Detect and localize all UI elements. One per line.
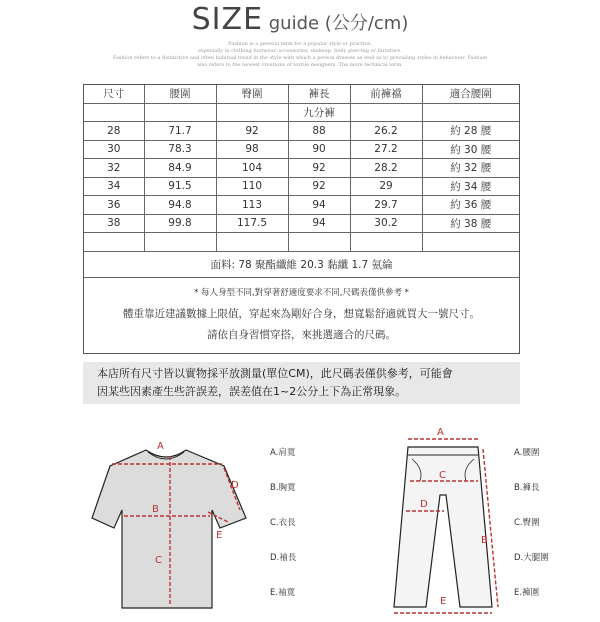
table-cell: 約 32 腰 — [422, 159, 519, 178]
tshirt-marker: D — [231, 480, 239, 491]
tshirt-outline — [92, 450, 246, 608]
table-cell: 104 — [216, 159, 288, 178]
table-cell: 約 38 腰 — [422, 214, 519, 233]
table-cell: 98 — [216, 140, 288, 159]
pants-diagram — [380, 425, 510, 620]
pants-label: A.腰圍 — [514, 448, 540, 458]
table-row — [84, 196, 519, 215]
tshirt-marker: A — [157, 441, 164, 452]
size-notes — [84, 277, 519, 351]
table-row — [84, 159, 519, 178]
table-row — [84, 122, 519, 141]
table-cell: 110 — [216, 177, 288, 196]
pants-label: C.臀圍 — [514, 518, 540, 528]
pants-marker: A — [437, 427, 444, 438]
pants-marker: B — [481, 535, 488, 546]
tshirt-diagram — [90, 430, 250, 620]
table-cell: 30.2 — [350, 214, 422, 233]
pants-marker: E — [440, 596, 447, 607]
table-cell: 84.9 — [144, 159, 216, 178]
table-cell: 78.3 — [144, 140, 216, 159]
column-header: 尺寸 — [84, 85, 144, 103]
pants-label: E.褲圍 — [514, 588, 540, 598]
title-unit: guide (公分/cm) — [263, 13, 409, 34]
table-cell: 117.5 — [216, 214, 288, 233]
tshirt-label: C.衣長 — [270, 518, 296, 528]
subheader-cell: 九分褲 — [288, 103, 350, 122]
pants-label: B.褲長 — [514, 483, 540, 493]
fabric-composition: 面料: 78 聚酯纖維 20.3 黏纖 1.7 氨綸 — [84, 251, 519, 277]
column-header: 腰圍 — [144, 85, 216, 103]
table-cell: 113 — [216, 196, 288, 215]
fabric-row — [84, 251, 519, 277]
table-cell: 27.2 — [350, 140, 422, 159]
note-line: 體重靠近建議數據上限值，穿起來為剛好合身，想寬鬆舒適就買大一號尺寸。 — [123, 307, 480, 320]
tshirt-marker: C — [155, 555, 162, 566]
table-cell: 38 — [84, 214, 144, 233]
tshirt-label: D.袖長 — [270, 553, 297, 563]
column-header: 適合腰圍 — [422, 85, 519, 103]
table-cell: 約 36 腰 — [422, 196, 519, 215]
title-size: SIZE — [191, 2, 264, 37]
column-header: 褲長 — [288, 85, 350, 103]
table-cell: 90 — [288, 140, 350, 159]
table-cell: 94 — [288, 214, 350, 233]
size-table — [83, 84, 520, 354]
fine-print-line: especially in clothing footwear, accessories, makeup, body piercing or furniture. — [198, 48, 402, 54]
notes-row — [84, 277, 519, 351]
table-cell: 28 — [84, 122, 144, 141]
table-cell: 32 — [84, 159, 144, 178]
table-cell: 26.2 — [350, 122, 422, 141]
table-cell: 36 — [84, 196, 144, 215]
table-row — [84, 177, 519, 196]
notice-line: 本店所有尺寸皆以實物採平放測量(單位CM)，此尺碼表僅供參考，可能會 — [97, 367, 453, 380]
column-header: 臀圍 — [216, 85, 288, 103]
fine-print — [60, 41, 540, 69]
table-cell: 約 30 腰 — [422, 140, 519, 159]
pants-marker: C — [439, 470, 446, 481]
notice-line: 因某些因素產生些許誤差，誤差值在1~2公分上下為正常現象。 — [97, 385, 407, 398]
pants-label: D.大腿圍 — [514, 553, 549, 563]
note-line: 請依自身習慣穿搭，來挑選適合的尺碼。 — [207, 328, 396, 341]
table-cell: 約 34 腰 — [422, 177, 519, 196]
tshirt-label: A.肩寬 — [270, 448, 296, 458]
table-row — [84, 214, 519, 233]
table-cell: 94 — [288, 196, 350, 215]
fine-print-line: also refers to the newest creations of textile designers. The more technical term. — [197, 62, 403, 68]
table-cell: 88 — [288, 122, 350, 141]
fine-print-line: Fashion refers to a distinctive and often habitual trend in the style with which a person dresses as well as to prevailing styles in behaviour. Fashion — [112, 55, 488, 61]
table-cell: 29.7 — [350, 196, 422, 215]
table-row — [84, 140, 519, 159]
tshirt-marker: B — [152, 504, 159, 515]
table-cell: 71.7 — [144, 122, 216, 141]
table-cell: 30 — [84, 140, 144, 159]
column-header: 前褲襠 — [350, 85, 422, 103]
table-subheader-row — [84, 103, 519, 122]
table-cell: 29 — [350, 177, 422, 196]
table-cell: 91.5 — [144, 177, 216, 196]
table-cell: 28.2 — [350, 159, 422, 178]
tshirt-label: B.胸寬 — [270, 483, 296, 493]
fine-print-line: Fashion is a general term for a popular style or practice, — [228, 41, 372, 47]
table-cell: 92 — [216, 122, 288, 141]
table-cell: 92 — [288, 159, 350, 178]
page-title — [0, 2, 600, 37]
table-empty-row — [84, 233, 519, 252]
table-cell: 99.8 — [144, 214, 216, 233]
note-line: * 每人身型不同,對穿著舒適度要求不同,尺碼表僅供參考 * — [194, 287, 409, 298]
table-cell: 約 28 腰 — [422, 122, 519, 141]
tshirt-marker: E — [216, 530, 223, 541]
table-cell: 94.8 — [144, 196, 216, 215]
tshirt-label: E.袖寬 — [270, 588, 296, 598]
table-cell: 34 — [84, 177, 144, 196]
measurement-notice — [83, 362, 520, 404]
pants-marker: D — [420, 499, 428, 510]
table-header-row — [84, 85, 519, 103]
table-cell: 92 — [288, 177, 350, 196]
